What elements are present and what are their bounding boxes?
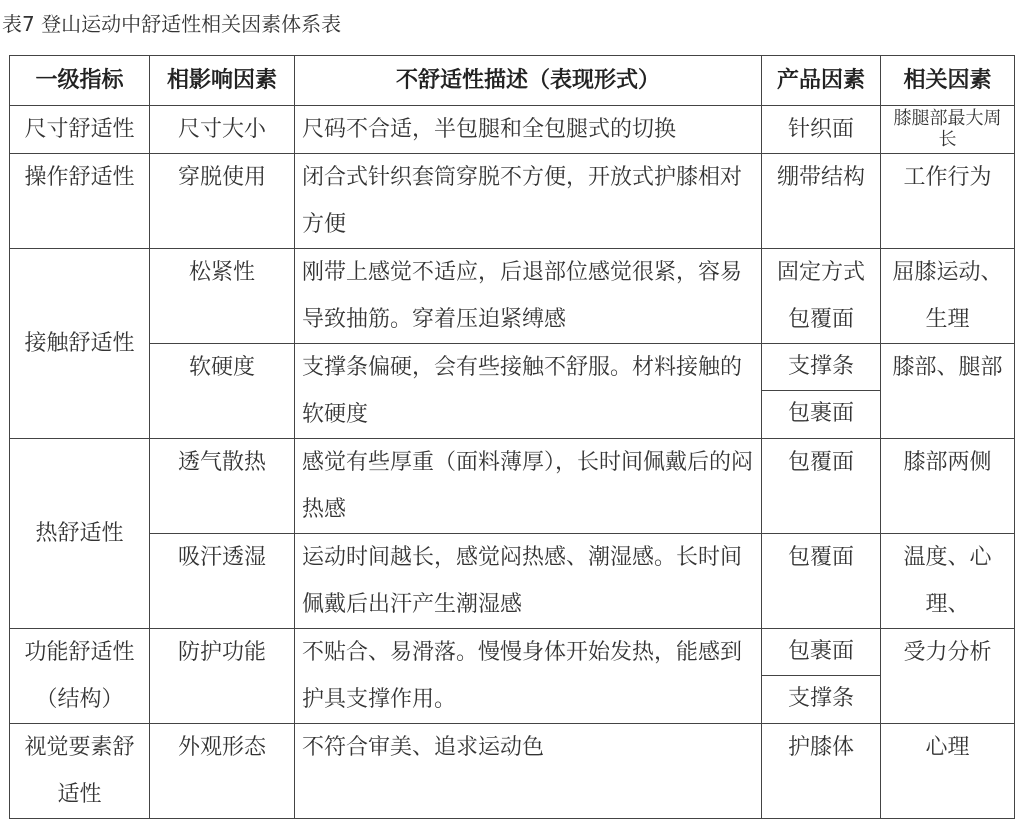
cell-factor: 软硬度 bbox=[150, 344, 295, 439]
table-row bbox=[10, 344, 1015, 439]
header-description: 不舒适性描述（表现形式） bbox=[295, 56, 762, 106]
cell-level1: 热舒适性 bbox=[10, 439, 150, 629]
cell-description: 不符合审美、追求运动色 bbox=[295, 724, 762, 819]
table-row bbox=[10, 724, 1015, 819]
cell-factor: 透气散热 bbox=[150, 439, 295, 534]
product-item: 支撑条 bbox=[762, 675, 880, 722]
table-row bbox=[10, 106, 1015, 154]
cell-factor: 穿脱使用 bbox=[150, 154, 295, 249]
cell-product bbox=[762, 344, 881, 439]
product-item: 包裹面 bbox=[762, 390, 880, 437]
table-header-row bbox=[10, 56, 1015, 106]
cell-factor: 松紧性 bbox=[150, 249, 295, 344]
cell-related: 膝部两侧 bbox=[881, 439, 1015, 534]
cell-factor: 吸汗透湿 bbox=[150, 534, 295, 629]
cell-related: 膝腿部最大周长 bbox=[881, 106, 1015, 154]
table-row bbox=[10, 249, 1015, 344]
comfort-factor-table bbox=[9, 55, 1015, 819]
cell-product: 针织面 bbox=[762, 106, 881, 154]
cell-level1: 操作舒适性 bbox=[10, 154, 150, 249]
cell-product: 包覆面 bbox=[762, 534, 881, 629]
table-row bbox=[10, 154, 1015, 249]
cell-level1: 尺寸舒适性 bbox=[10, 106, 150, 154]
cell-product: 包覆面 bbox=[762, 439, 881, 534]
cell-description: 闭合式针织套筒穿脱不方便，开放式护膝相对方便 bbox=[295, 154, 762, 249]
cell-related: 屈膝运动、生理 bbox=[881, 249, 1015, 344]
header-product: 产品因素 bbox=[762, 56, 881, 106]
cell-level1: 功能舒适性（结构） bbox=[10, 629, 150, 724]
cell-related: 工作行为 bbox=[881, 154, 1015, 249]
cell-product: 固定方式包覆面 bbox=[762, 249, 881, 344]
cell-related: 膝部、腿部 bbox=[881, 344, 1015, 439]
cell-product: 护膝体 bbox=[762, 724, 881, 819]
cell-factor: 外观形态 bbox=[150, 724, 295, 819]
cell-description: 支撑条偏硬，会有些接触不舒服。材料接触的软硬度 bbox=[295, 344, 762, 439]
table-row bbox=[10, 534, 1015, 629]
header-related: 相关因素 bbox=[881, 56, 1015, 106]
cell-description: 不贴合、易滑落。慢慢身体开始发热，能感到护具支撑作用。 bbox=[295, 629, 762, 724]
cell-factor: 尺寸大小 bbox=[150, 106, 295, 154]
cell-related: 心理 bbox=[881, 724, 1015, 819]
table-caption: 表7 登山运动中舒适性相关因素体系表 bbox=[2, 12, 342, 36]
cell-related: 受力分析 bbox=[881, 629, 1015, 724]
table-row bbox=[10, 629, 1015, 724]
product-item: 包裹面 bbox=[787, 639, 854, 664]
cell-description: 刚带上感觉不适应，后退部位感觉很紧，容易导致抽筋。穿着压迫紧缚感 bbox=[295, 249, 762, 344]
cell-description: 尺码不合适，半包腿和全包腿式的切换 bbox=[295, 106, 762, 154]
cell-related: 温度、心理、 bbox=[881, 534, 1015, 629]
cell-level1: 视觉要素舒适性 bbox=[10, 724, 150, 819]
product-item: 支撑条 bbox=[787, 354, 854, 379]
table-row bbox=[10, 439, 1015, 534]
cell-product bbox=[762, 629, 881, 724]
cell-factor: 防护功能 bbox=[150, 629, 295, 724]
cell-level1: 接触舒适性 bbox=[10, 249, 150, 439]
cell-product: 绷带结构 bbox=[762, 154, 881, 249]
header-level1: 一级指标 bbox=[10, 56, 150, 106]
header-factor: 相影响因素 bbox=[150, 56, 295, 106]
cell-description: 感觉有些厚重（面料薄厚），长时间佩戴后的闷热感 bbox=[295, 439, 762, 534]
cell-description: 运动时间越长，感觉闷热感、潮湿感。长时间佩戴后出汗产生潮湿感 bbox=[295, 534, 762, 629]
